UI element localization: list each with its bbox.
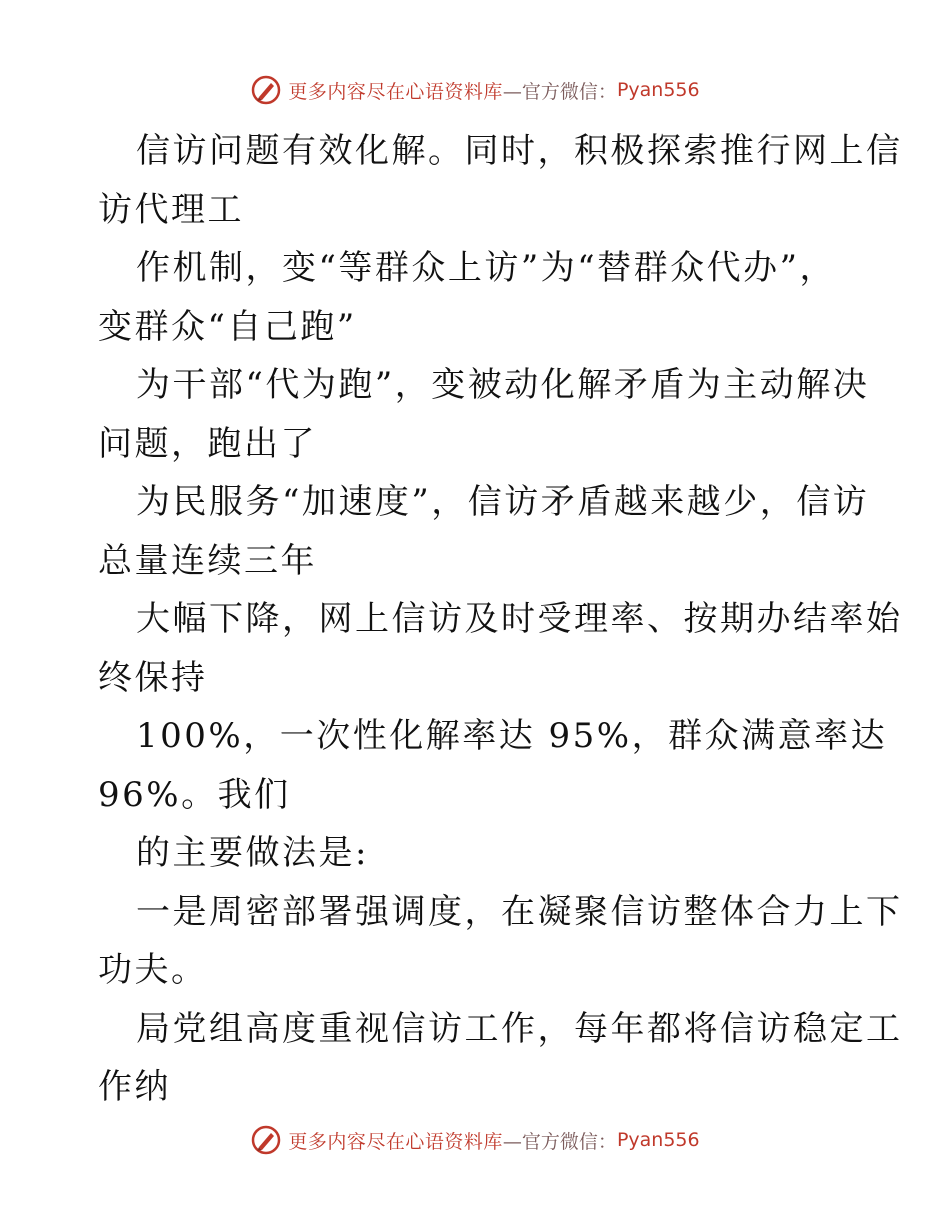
watermark-text: 更多内容尽在心语资料库 (288, 1130, 503, 1153)
text-line: 为干部“代为跑”，变被动化解矛盾为主动解决 (136, 365, 870, 405)
pen-logo-icon (250, 1124, 282, 1156)
document-body (98, 122, 903, 1117)
text-line: 作纳 (98, 1067, 171, 1107)
text-line: 问题，跑出了 (98, 423, 317, 464)
watermark-separator: —官方微信： (502, 80, 617, 103)
text-line: 为民服务“加速度”，信访矛盾越来越少，信访 (136, 482, 870, 522)
text-line: 局党组高度重视信访工作，每年都将信访稳定工 (136, 1008, 903, 1049)
text-line: 大幅下降，网上信访及时受理率、按期办结率始 (136, 599, 903, 639)
text-line: 变群众“自己跑” (98, 306, 357, 347)
text-line: 访代理工 (98, 189, 244, 230)
text-line: 一是周密部署强调度，在凝聚信访整体合力上下 (136, 891, 903, 932)
text-line: 终保持 (98, 657, 208, 698)
text-line: 信访问题有效化解。同时，积极探索推行网上信 (136, 131, 903, 171)
header-watermark (0, 70, 950, 110)
text-line: 总量连续三年 (98, 540, 317, 581)
pen-logo-icon (250, 74, 282, 106)
watermark-text: 更多内容尽在心语资料库 (288, 80, 503, 103)
text-line: 作机制，变“等群众上访”为“替群众代办”， (136, 248, 837, 288)
watermark-wechat-id: Pyan556 (616, 1129, 700, 1151)
text-line: 96%。我们 (98, 774, 291, 815)
text-line: 功夫。 (98, 950, 208, 990)
watermark-wechat-id: Pyan556 (616, 79, 700, 101)
text-line: 的主要做法是: (136, 833, 369, 873)
watermark-separator: —官方微信： (502, 1130, 617, 1153)
text-line: 100%，一次性化解率达 95%，群众满意率达 (136, 716, 888, 756)
footer-watermark (0, 1120, 950, 1160)
